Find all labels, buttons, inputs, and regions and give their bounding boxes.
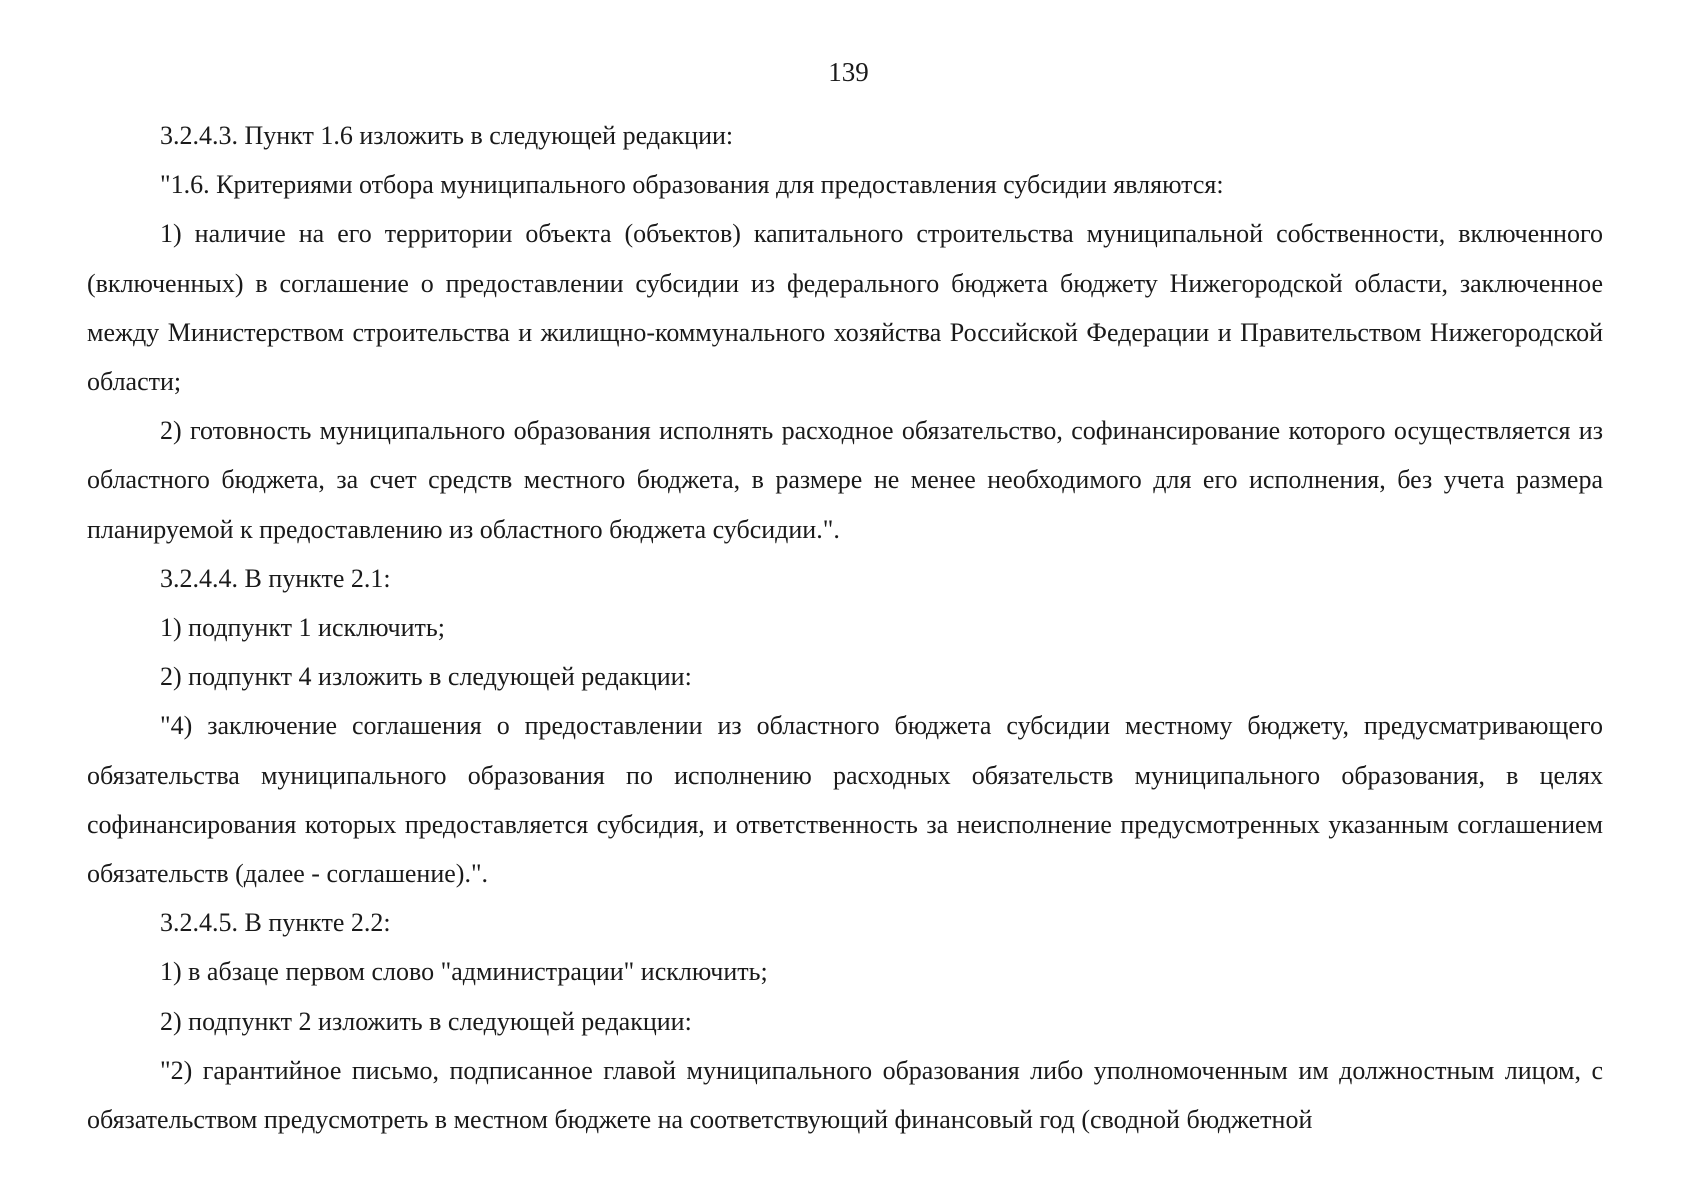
- paragraph-subitem-4-edit: 2) подпункт 4 изложить в следующей редакции:: [160, 662, 692, 692]
- paragraph-criterion-1: 1) наличие на его территории объекта (объектов) капитального строительства муниципальной собственности, включенного (включенных) в соглашение о предоставлении субсидии из федерального бюджета бюджету Нижегородской области, заключенное между Министерством строительства и жилищно-коммунального хозяйства Российской Федерации и Правительством Нижегородской области;: [87, 219, 1603, 397]
- document-body: [87, 111, 1603, 1144]
- paragraph-3-2-4-5: 3.2.4.5. В пункте 2.2:: [160, 908, 391, 938]
- paragraph-subitem-2-edit: 2) подпункт 2 изложить в следующей редакции:: [160, 1006, 692, 1036]
- paragraph-guarantee-letter: "2) гарантийное письмо, подписанное главой муниципального образования либо уполномоченным им должностным лицом, с обязательством предусмотреть в местном бюджете на соответствующий финансовый год (сводной бюджетной: [87, 1055, 1603, 1135]
- paragraph-first-abzac: 1) в абзаце первом слово "администрации" исключить;: [160, 957, 768, 987]
- paragraph-criteria-heading: "1.6. Критериями отбора муниципального образования для предоставления субсидии являются:: [160, 170, 1224, 200]
- paragraph-subitem-1-exclude: 1) подпункт 1 исключить;: [160, 613, 445, 643]
- paragraph-3-2-4-3: 3.2.4.3. Пункт 1.6 изложить в следующей редакции:: [160, 121, 734, 150]
- paragraph-3-2-4-4: 3.2.4.4. В пункте 2.1:: [160, 563, 391, 593]
- page-number: 139: [828, 57, 869, 87]
- paragraph-criterion-2: 2) готовность муниципального образования исполнять расходное обязательство, софинансирование которого осуществляется из областного бюджета, за счет средств местного бюджета, в размере не менее необходимого для его исполнения, без учета размера планируемой к предоставлению из областного бюджета субсидии.".: [87, 416, 1603, 544]
- paragraph-subitem-4-text: "4) заключение соглашения о предоставлении из областного бюджета субсидии местному бюджету, предусматривающего обязательства муниципального образования по исполнению расходных обязательств муниципального образования, в целях софинансирования которых предоставляется субсидия, и ответственность за неисполнение предусмотренных указанным соглашением обязательств (далее - соглашение).".: [87, 711, 1603, 889]
